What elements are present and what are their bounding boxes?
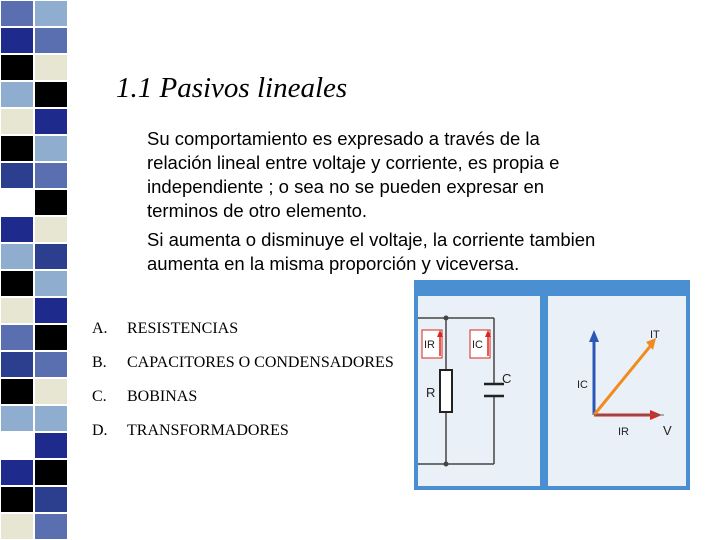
stripe-cell	[34, 81, 68, 108]
resistor-label: R	[426, 385, 436, 400]
list-marker: A.	[92, 320, 108, 337]
list-marker: D.	[92, 422, 108, 439]
capacitor-label: C	[502, 371, 512, 386]
stripe-cell	[34, 486, 68, 513]
junction-dot-bottom	[444, 462, 449, 467]
stripe-cell	[0, 216, 34, 243]
stripe-cell	[34, 162, 68, 189]
stripe-cell	[34, 432, 68, 459]
stripe-cell	[0, 351, 34, 378]
stripe-cell	[34, 297, 68, 324]
ic-vector-label: IC	[577, 379, 588, 391]
list-item-label: RESISTENCIAS	[127, 320, 239, 337]
list-item-label: BOBINAS	[127, 388, 198, 405]
stripe-cell	[0, 405, 34, 432]
stripe-cell	[34, 189, 68, 216]
stripe-cell	[0, 513, 34, 540]
paragraph-behavior: Su comportamiento es expresado a través de la relación lineal entre voltaje y corriente, es propia e independiente ; o sea no se pueden expresar en terminos de otro elemento.	[147, 128, 560, 221]
stripe-cell	[0, 378, 34, 405]
stripe-column	[0, 0, 34, 540]
stripe-cell	[0, 189, 34, 216]
slide-title: 1.1 Pasivos lineales	[116, 72, 348, 104]
it-label: IT	[650, 329, 660, 341]
list-marker: B.	[92, 354, 107, 371]
stripe-cell	[34, 459, 68, 486]
stripe-cell	[34, 324, 68, 351]
list-item	[92, 320, 394, 354]
stripe-cell	[34, 378, 68, 405]
stripe-cell	[34, 216, 68, 243]
stripe-cell	[0, 162, 34, 189]
stripe-cell	[0, 135, 34, 162]
list-item-label: TRANSFORMADORES	[127, 422, 289, 439]
stripe-cell	[0, 108, 34, 135]
stripe-cell	[0, 270, 34, 297]
stripe-cell	[0, 459, 34, 486]
stripe-cell	[0, 27, 34, 54]
v-label: V	[663, 423, 672, 438]
list-marker: C.	[92, 388, 107, 405]
stripe-cell	[0, 54, 34, 81]
resistor-symbol	[440, 370, 452, 412]
junction-dot-top	[444, 316, 449, 321]
list-item-label: CAPACITORES O CONDENSADORES	[127, 354, 394, 371]
stripe-cell	[34, 135, 68, 162]
stripe-cell	[34, 351, 68, 378]
stripe-cell	[34, 243, 68, 270]
stripe-cell	[34, 108, 68, 135]
passive-elements-list	[92, 320, 394, 456]
stripe-cell	[34, 0, 68, 27]
stripe-cell	[0, 486, 34, 513]
stripe-cell	[0, 0, 34, 27]
circuit-phasor-figure	[414, 280, 690, 490]
stripe-cell	[34, 27, 68, 54]
stripe-cell	[34, 54, 68, 81]
ir-vector-label: IR	[618, 426, 629, 438]
ir-branch-label: IR	[424, 339, 435, 351]
ic-branch-label: IC	[472, 339, 483, 351]
stripe-cell	[0, 297, 34, 324]
list-item	[92, 388, 394, 422]
list-item	[92, 422, 394, 456]
list-item	[92, 354, 394, 388]
stripe-cell	[0, 432, 34, 459]
decorative-stripe	[0, 0, 68, 540]
phasor-panel	[548, 296, 686, 486]
stripe-cell	[0, 324, 34, 351]
stripe-cell	[34, 513, 68, 540]
stripe-cell	[34, 270, 68, 297]
stripe-cell	[0, 243, 34, 270]
paragraph-proportion: Si aumenta o disminuye el voltaje, la corriente tambien aumenta en la misma proporción y viceversa.	[147, 229, 596, 274]
circuit-panel	[418, 296, 540, 486]
stripe-cell	[0, 81, 34, 108]
stripe-cell	[34, 405, 68, 432]
stripe-column	[34, 0, 68, 540]
